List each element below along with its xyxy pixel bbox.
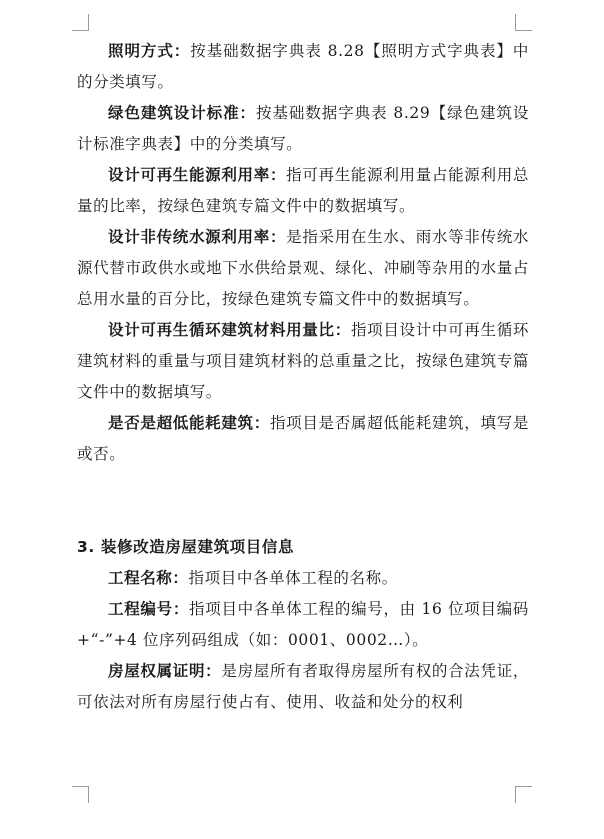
- term-label: 工程名称：: [108, 569, 189, 587]
- term-description: 按基础数据字典表 8.28【照明方式字典表】中的分类填写。: [77, 42, 529, 91]
- paragraph-project-name: [77, 563, 529, 594]
- paragraph-renewable-energy-rate: [77, 160, 529, 222]
- paragraph-lighting-method: [77, 36, 529, 98]
- term-label: 绿色建筑设计标准：: [108, 104, 256, 122]
- term-description: 指项目设计中可再生循环建筑材料的重量与项目建筑材料的总重量之比，按绿色建筑专篇文件中的数据填写。: [77, 321, 529, 401]
- paragraph-green-building-standard: [77, 98, 529, 160]
- document-body: [77, 36, 529, 718]
- term-label: 设计非传统水源利用率：: [108, 228, 287, 246]
- term-description: 按基础数据字典表 8.29【绿色建筑设计标准字典表】中的分类填写。: [77, 104, 529, 153]
- paragraph-ownership-certificate: [77, 656, 529, 718]
- term-label: 设计可再生循环建筑材料用量比：: [108, 321, 351, 339]
- term-description: 是房屋所有者取得房屋所有权的合法凭证，可依法对所有房屋行使占有、使用、收益和处分的权利: [77, 662, 529, 711]
- crop-mark-bottom-right: [515, 786, 532, 803]
- section-heading: 3. 装修改造房屋建筑项目信息: [77, 538, 295, 556]
- term-description: 是指采用在生水、雨水等非传统水源代替市政供水或地下水供给景观、绿化、冲刷等杂用的水量占总用水量的百分比，按绿色建筑专篇文件中的数据填写。: [77, 228, 529, 308]
- paragraph-project-number: [77, 594, 529, 656]
- term-description: 指项目中各单体工程的编号，由 16 位项目编码+“-”+4 位序列码组成（如：0001、0002…）。: [77, 600, 529, 649]
- term-description: 指项目是否属超低能耗建筑，填写是或否。: [77, 414, 529, 463]
- crop-mark-bottom-left: [72, 786, 89, 803]
- blank-line-gap: [77, 470, 529, 532]
- term-label: 工程编号：: [108, 600, 190, 618]
- crop-mark-top-right: [515, 14, 532, 31]
- paragraph-ultra-low-energy: [77, 408, 529, 470]
- term-description: 指项目中各单体工程的名称。: [188, 569, 398, 587]
- term-label: 设计可再生能源利用率：: [108, 166, 287, 184]
- paragraph-non-traditional-water-rate: [77, 222, 529, 315]
- term-label: 房屋权属证明：: [108, 662, 222, 680]
- crop-mark-top-left: [72, 14, 89, 31]
- term-description: 指可再生能源利用量占能源利用总量的比率，按绿色建筑专篇文件中的数据填写。: [77, 166, 529, 215]
- paragraph-recycled-material-ratio: [77, 315, 529, 408]
- term-label: 照明方式：: [108, 42, 191, 60]
- term-label: 是否是超低能耗建筑：: [108, 414, 270, 432]
